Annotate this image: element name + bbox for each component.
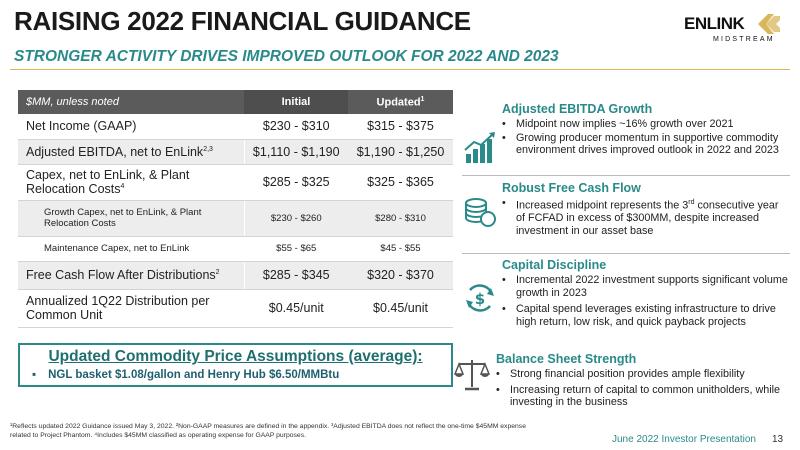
section-bullets [502, 118, 790, 158]
row-label: Annualized 1Q22 Distribution per Common Unit [18, 289, 244, 327]
list-item: • Increasing return of capital to common unitholders, while investing in the business [496, 384, 784, 409]
dollar-cycle-icon [462, 280, 498, 316]
row-label [18, 261, 244, 289]
row-sup: 4 [120, 182, 125, 190]
section-divider [462, 253, 790, 254]
section-bullets [496, 368, 784, 410]
row-initial: $0.45/unit [244, 289, 348, 327]
section-ebitda-growth [462, 102, 792, 172]
row-label-text: Free Cash Flow After Distributions [26, 268, 216, 282]
row-updated: $0.45/unit [348, 289, 453, 327]
row-updated: $280 - $310 [348, 200, 453, 236]
row-initial: $230 - $310 [244, 114, 348, 139]
row-label [18, 164, 244, 200]
footer-text: June 2022 Investor Presentation [612, 434, 756, 445]
row-label-text: Capex, net to EnLink, & Plant Relocation Costs [26, 168, 190, 196]
list-item: • Capital spend leverages existing infrastructure to drive high return, low risk, and quick payback projects [502, 303, 790, 328]
table-row [18, 200, 453, 236]
section-capital-discipline [462, 258, 792, 343]
row-label: Maintenance Capex, net to EnLink [18, 236, 244, 261]
footnotes: ¹Reflects updated 2022 Guidance issued May 3, 2022. ²Non-GAAP measures are defined in the appendix. ³Adjusted EBITDA does not reflect the one-time $45MM expense related to Project Phantom. ⁴Includes $45MM classified as operating expense for GAAP purposes. [10, 423, 526, 439]
commodity-item: ▪ NGL basket $1.08/gallon and Henry Hub $6.50/MMBtu [32, 369, 339, 381]
svg-text:$: $ [474, 290, 486, 308]
page-title: RAISING 2022 FINANCIAL GUIDANCE [14, 6, 471, 36]
section-heading: Capital Discipline [502, 258, 607, 272]
section-heading: Robust Free Cash Flow [502, 181, 641, 195]
row-updated: $325 - $365 [348, 164, 453, 200]
table-row [18, 236, 453, 261]
bar-chart-growth-icon [462, 130, 498, 166]
row-updated: $315 - $375 [348, 114, 453, 139]
section-bullets [502, 274, 790, 329]
coins-icon [462, 193, 498, 229]
section-heading: Adjusted EBITDA Growth [502, 102, 653, 116]
list-item: • Incremental 2022 investment supports significant volume growth in 2023 [502, 274, 790, 299]
section-bullets [502, 197, 790, 238]
section-free-cash-flow [462, 181, 792, 251]
balance-scale-icon [454, 356, 490, 392]
list-item: • Strong financial position provides ample flexibility [496, 368, 784, 381]
updated-label: Updated [376, 96, 421, 109]
row-updated: $320 - $370 [348, 261, 453, 289]
commodity-assumptions-box [18, 343, 453, 387]
title-divider [10, 69, 790, 70]
table-row [18, 261, 453, 289]
page-number: 13 [772, 434, 784, 445]
list-item: • Growing producer momentum in supportive commodity environment drives improved outlook in 2022 and 2023 [502, 132, 790, 157]
guidance-table [18, 90, 453, 328]
logo-arrow-icon [756, 12, 782, 36]
list-item [502, 197, 790, 237]
row-label: Growth Capex, net to EnLink, & Plant Relocation Costs [18, 200, 244, 236]
row-label [18, 139, 244, 164]
table-header-row [18, 90, 453, 114]
section-divider [462, 175, 790, 176]
logo-sub: MIDSTREAM [713, 36, 775, 43]
table-header-updated [348, 90, 453, 114]
row-updated: $1,190 - $1,250 [348, 139, 453, 164]
enlink-logo [684, 12, 788, 52]
row-initial: $285 - $325 [244, 164, 348, 200]
bullet-text: Increased midpoint represents the 3 [516, 199, 689, 212]
bullet-sup: rd [688, 199, 695, 206]
row-label: Net Income (GAAP) [18, 114, 244, 139]
page-subtitle: STRONGER ACTIVITY DRIVES IMPROVED OUTLOOK FOR 2022 AND 2023 [14, 48, 559, 65]
row-initial: $1,110 - $1,190 [244, 139, 348, 164]
table-row [18, 289, 453, 327]
table-header-initial: Initial [244, 90, 348, 114]
row-sup: 2,3 [203, 145, 213, 153]
row-updated: $45 - $55 [348, 236, 453, 261]
row-initial: $285 - $345 [244, 261, 348, 289]
commodity-heading: Updated Commodity Price Assumptions (average): [48, 348, 423, 365]
table-row [18, 164, 453, 200]
row-initial: $230 - $260 [244, 200, 348, 236]
logo-word: ENLINK [684, 14, 745, 33]
table-row [18, 114, 453, 139]
updated-sup: 1 [420, 95, 425, 103]
section-heading: Balance Sheet Strength [496, 352, 637, 366]
table-header-label: $MM, unless noted [18, 90, 244, 114]
row-label-text: Adjusted EBITDA, net to EnLink [26, 144, 204, 159]
row-sup: 2 [215, 268, 220, 276]
list-item: • Midpoint now implies ~16% growth over 2021 [502, 118, 790, 131]
table-row [18, 139, 453, 164]
section-balance-sheet [462, 352, 792, 414]
bullet-text: consecutive year of FCFAD in excess of $300MM, despite increased investment in our asset base [516, 199, 779, 237]
row-initial: $55 - $65 [244, 236, 348, 261]
